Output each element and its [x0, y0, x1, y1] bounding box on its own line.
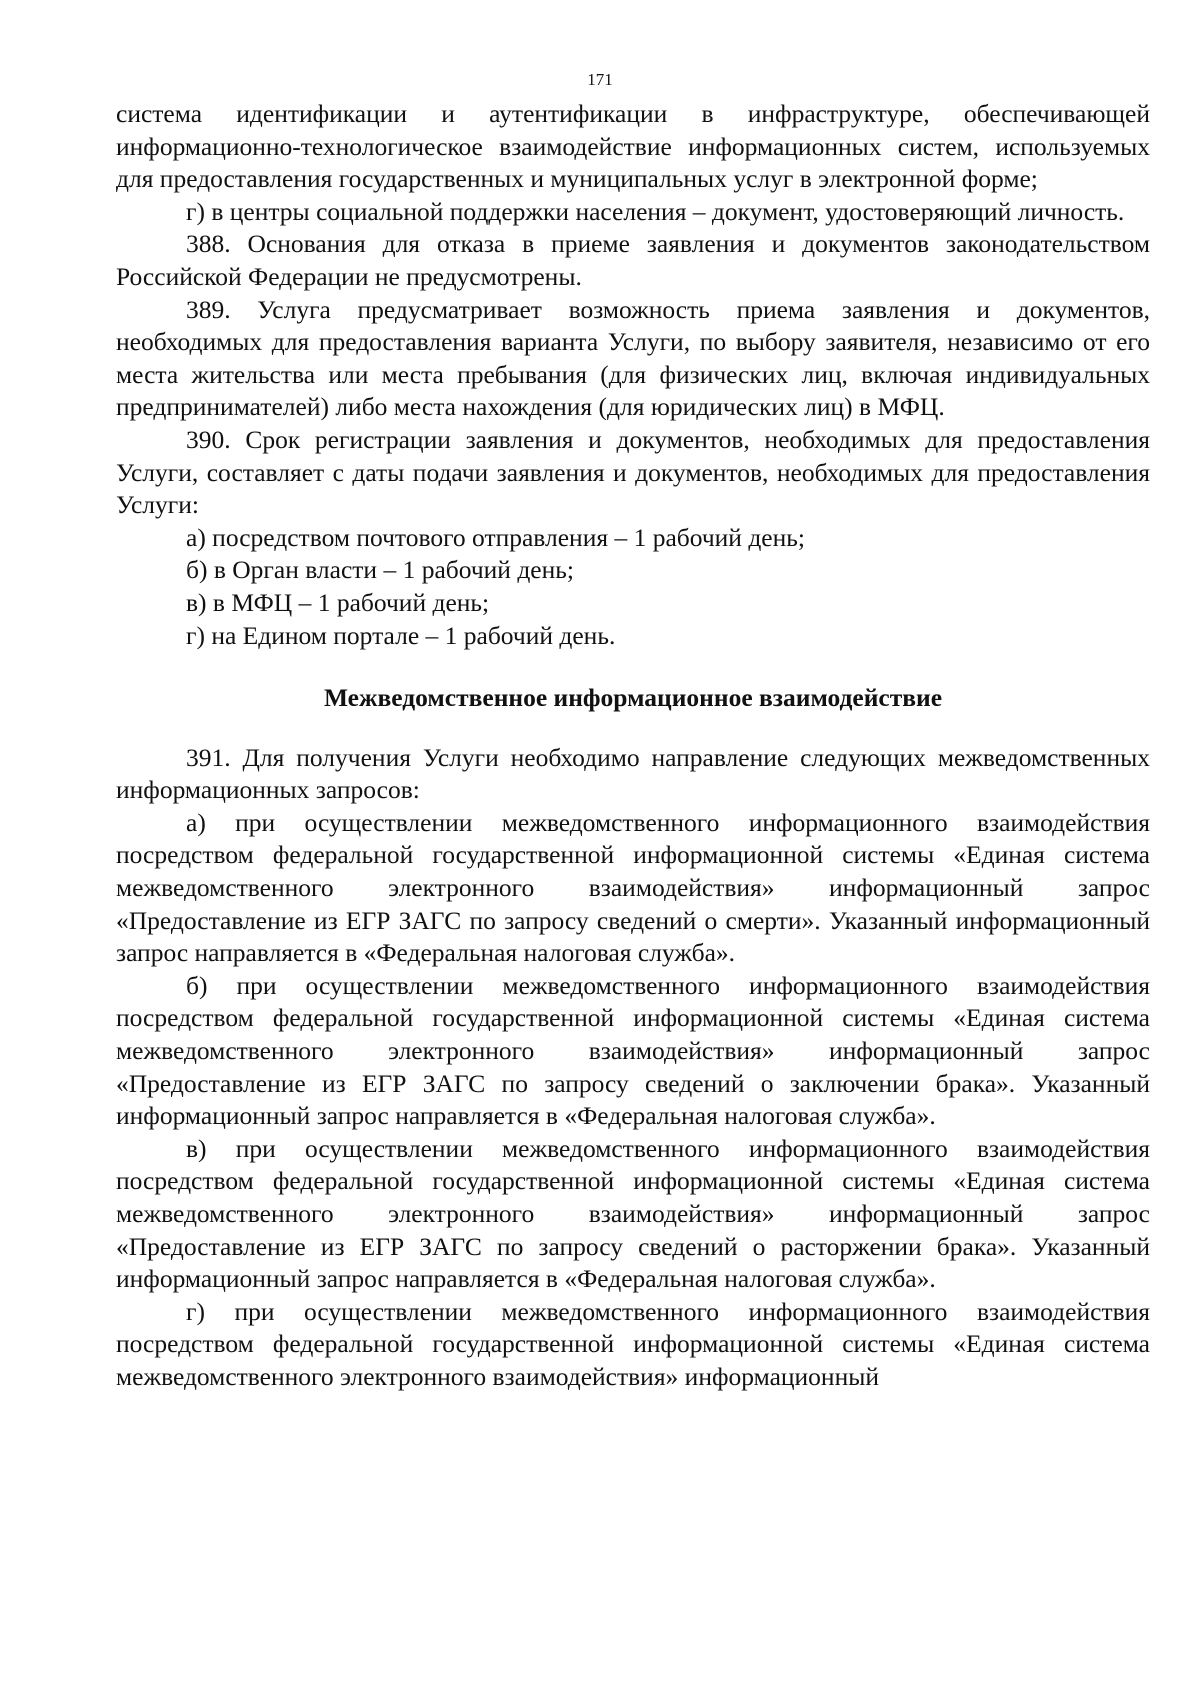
- paragraph-389: 389. Услуга предусматривает возможность приема заявления и документов, необходимых для предоставления варианта Услуги, по выбору заявителя, независимо от его места жительства или места пребывания (для физических лиц, включая индивидуальных предпринимателей) либо места нахождения (для юридических лиц) в МФЦ.: [116, 294, 1150, 422]
- paragraph-continuation: система идентификации и аутентификации в инфраструктуре, обеспечивающей информационно-технологическое взаимодействие информационных систем, используемых для предоставления государственных и муниципальных услуг в электронной форме;: [116, 99, 1150, 194]
- request-item-b-marriage: б) при осуществлении межведомственного информационного взаимодействия посредством федеральной государственной информационной системы «Единая система межведомственного электронного взаимодействия» информационный запрос «Предоставление из ЕГР ЗАГС по запросу сведений о заключении брака». Указанный информационный запрос направляется в «Федеральная налоговая служба».: [116, 970, 1150, 1131]
- request-item-v-divorce: в) при осуществлении межведомственного информационного взаимодействия посредством федеральной государственной информационной системы «Единая система межведомственного электронного взаимодействия» информационный запрос «Предоставление из ЕГР ЗАГС по запросу сведений о расторжении брака». Указанный информационный запрос направляется в «Федеральная налоговая служба».: [116, 1133, 1150, 1294]
- paragraph-390: 390. Срок регистрации заявления и документов, необходимых для предоставления Услуги, составляет с даты подачи заявления и документов, необходимых для предоставления Услуги:: [116, 424, 1150, 520]
- list-item-b-authority: б) в Орган власти – 1 рабочий день;: [186, 555, 574, 585]
- list-item-g-portal: г) на Едином портале – 1 рабочий день.: [186, 620, 616, 650]
- page-number: 171: [587, 70, 613, 89]
- section-heading: Межведомственное информационное взаимодействие: [323, 683, 943, 713]
- list-item-a-mail: а) посредством почтового отправления – 1 рабочий день;: [186, 522, 805, 552]
- paragraph-388: 388. Основания для отказа в приеме заявления и документов законодательством Российской Федерации не предусмотрены.: [116, 229, 1150, 291]
- request-item-a-death: а) при осуществлении межведомственного информационного взаимодействия посредством федеральной государственной информационной системы «Единая система межведомственного электронного взаимодействия» информационный запрос «Предоставление из ЕГР ЗАГС по запросу сведений о смерти». Указанный информационный запрос направляется в «Федеральная налоговая служба».: [116, 807, 1150, 968]
- paragraph-item-g-social-centers: г) в центры социальной поддержки населения – документ, удостоверяющий личность.: [186, 196, 1125, 226]
- document-body: [116, 98, 1150, 1394]
- request-item-g-partial: г) при осуществлении межведомственного информационного взаимодействия посредством федеральной государственной информационной системы «Единая система межведомственного электронного взаимодействия» информационный: [116, 1296, 1150, 1391]
- paragraph-391: 391. Для получения Услуги необходимо направление следующих межведомственных информационных запросов:: [116, 742, 1150, 805]
- list-item-v-mfc: в) в МФЦ – 1 рабочий день;: [186, 587, 490, 617]
